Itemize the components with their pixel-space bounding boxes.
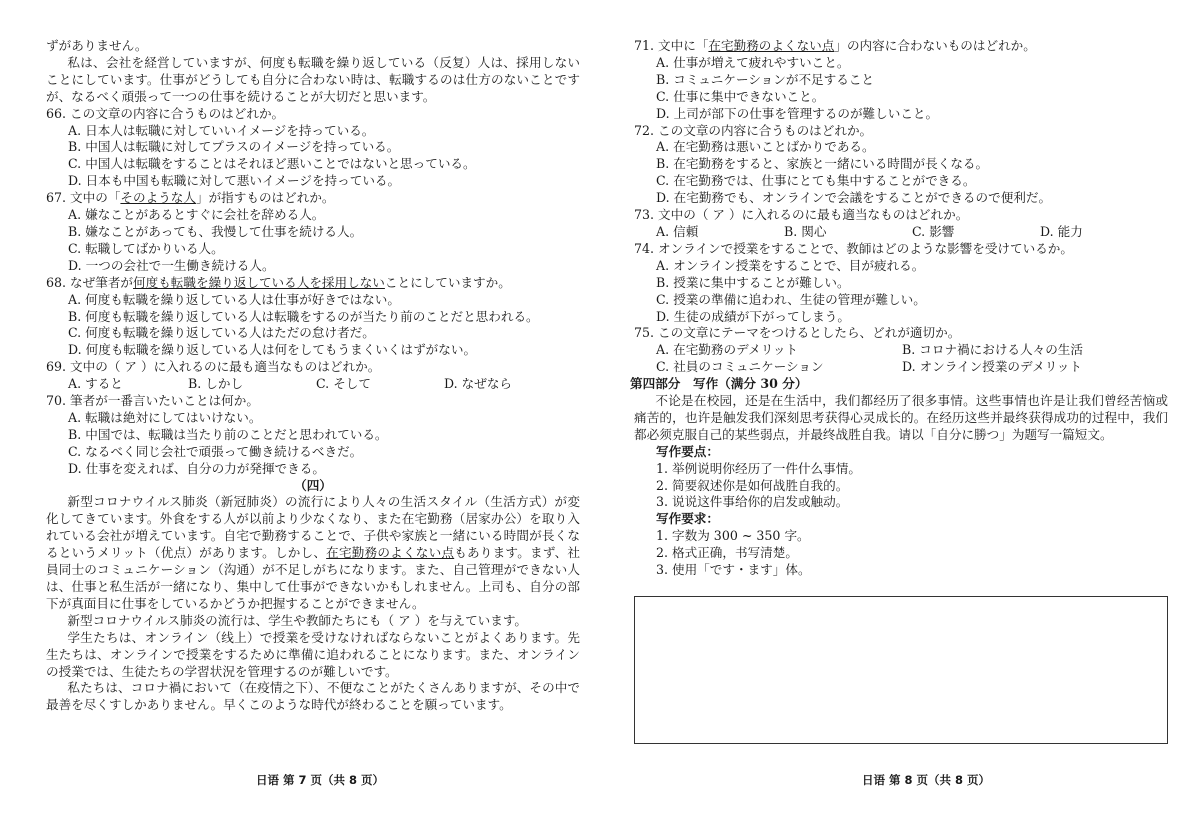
- q66-option-a: A. 日本人は転職に対していいイメージを持っている。: [68, 122, 375, 138]
- q73-option-c: C. 影響: [912, 223, 955, 239]
- q69-option-c: C. そして: [316, 376, 371, 392]
- q68-option-d: D. 何度も転職を繰り返している人は何をしてもうまくいくはずがない。: [68, 342, 477, 358]
- para-corona-pre: 新型コロナウイルス肺炎（新冠肺炎）の流行により人々の生活スタイル（生活方式）が変化してきています。外食をする人が以前より少なくなり、また在宅勤務（居家办公）を取り入れている会社が増えています。自宅で勤務することで、子供や家族と一緒にいる時間が長くなるというメリット（优点）があります。しかし、: [46, 494, 580, 561]
- q72-option-c: C. 在宅勤務では、仕事にとても集中することができる。: [656, 173, 976, 189]
- writing-requirements-title: 写作要求：: [656, 511, 719, 527]
- page-7-column: [46, 38, 580, 714]
- q69-option-d: D. なぜなら: [444, 376, 513, 392]
- q70-option-d: D. 仕事を変えれば、自分の力が発揮できる。: [68, 460, 325, 476]
- writing-requirement-3: 3. 使用「です・ます」体。: [656, 562, 811, 578]
- para-we: 私たちは、コロナ禍において（在疫情之下）、不便なことがたくさんありますが、その中で最善を尽くすしかありません。早くこのような時代が終わることを願っています。: [46, 680, 580, 713]
- page-8-footer: 日语 第 8 页（共 8 页）: [862, 773, 991, 787]
- para-corona-post: もあります。まず、社員同士のコミュニケーション（沟通）が不足しがちになります。また、自己管理ができない人は、仕事と私生活が一緒になり、集中して仕事ができないかもしれません。上司も、自分の部下が真面目に仕事をしているかどうか把握することができません。: [46, 545, 580, 611]
- q71-stem-post: 」の内容に合わないものはどれか。: [834, 38, 1036, 53]
- q73-stem: 73. 文中の（ ア ）に入れるのに最も適当なものはどれか。: [634, 207, 969, 223]
- q71-option-c: C. 仕事に集中できないこと。: [656, 88, 825, 104]
- q69-stem: 69. 文中の（ ア ）に入れるのに最も適当なものはどれか。: [46, 359, 381, 375]
- q71-option-a: A. 仕事が増えて疲れやすいこと。: [656, 54, 850, 70]
- q68-option-b: B. 何度も転職を繰り返している人は転職をするのが当たり前のことだと思われる。: [68, 308, 539, 324]
- q69-option-b: B. しかし: [188, 376, 244, 392]
- writing-point-2: 2. 简要叙述你是如何战胜自我的。: [656, 477, 849, 493]
- page-7-footer: 日语 第 7 页（共 8 页）: [256, 773, 385, 787]
- writing-requirement-1: 1. 字数为 300 ~ 350 字。: [656, 528, 810, 544]
- q70-option-c: C. なるべく同じ会社で頑張って働き続けるべきだ。: [68, 443, 363, 459]
- q69-option-a: A. すると: [68, 376, 123, 392]
- para-corona-underlined: 在宅勤務のよくない点: [326, 545, 455, 561]
- q68-option-a: A. 何度も転職を繰り返している人は仕事が好きではない。: [68, 291, 400, 307]
- answer-writing-box[interactable]: [634, 596, 1168, 744]
- part-4-title: 第四部分 写作（满分 30 分）: [630, 376, 808, 392]
- q71-option-b: B. コミュニケーションが不足すること: [656, 71, 875, 87]
- q66-option-c: C. 中国人は転職をすることはそれほど悪いことではないと思っている。: [68, 156, 476, 172]
- q70-option-b: B. 中国では、転職は当たり前のことだと思われている。: [68, 426, 388, 442]
- q72-option-b: B. 在宅勤務をすると、家族と一緒にいる時間が長くなる。: [656, 156, 989, 172]
- q74-stem: 74. オンラインで授業をすることで、教師はどのような影響を受けているか。: [634, 240, 1073, 256]
- q70-stem: 70. 筆者が一番言いたいことは何か。: [46, 393, 259, 409]
- q74-option-a: A. オンライン授業をすることで、目が疲れる。: [656, 257, 925, 273]
- q74-option-d: D. 生徒の成績が下がってしまう。: [656, 308, 850, 324]
- para-company: 私は、会社を経営していますが、何度も転職を繰り返している（反复）人は、採用しないことにしています。仕事がどうしても自分に合わない時は、転職するのは仕方のないことですが、なるべく頑張って一つの仕事を続けることが大切だと思います。: [46, 54, 580, 104]
- writing-requirement-2: 2. 格式正确，书写清楚。: [656, 545, 798, 561]
- writing-points-title: 写作要点：: [656, 443, 719, 459]
- q73-option-d: D. 能力: [1040, 223, 1083, 239]
- q67-option-c: C. 転職してばかりいる人。: [68, 240, 224, 256]
- page-8-column: [630, 38, 1168, 579]
- para-students: 新型コロナウイルス肺炎の流行は、学生や教師たちにも（ ア ）を与えています。: [67, 612, 528, 628]
- q67-option-a: A. 嫌なことがあるとすぐに会社を辞める人。: [68, 207, 325, 223]
- q71-stem-pre: 71. 文中に「: [634, 38, 709, 53]
- q66-stem: 66. この文章の内容に合うものはどれか。: [46, 105, 285, 121]
- q71-stem-underlined: 在宅勤務のよくない点: [708, 38, 835, 53]
- q71-stem: [634, 38, 1168, 55]
- q67-stem-underlined: そのような人: [120, 190, 196, 206]
- q73-options: [656, 224, 1168, 241]
- part-4-prompt: 不论是在校园，还是在生活中，我们都经历了很多事情。这些事情也许是让我们曾经苦恼或痛苦的，也许是触发我们深刻思考获得心灵成长的。在经历这些并最终获得成功的过程中，我们都必须克服自己的某些弱点，并最终战胜自我。请以「自分に勝つ」为题写一篇短文。: [634, 393, 1168, 442]
- q75-option-c: C. 社員のコミュニケーション: [656, 359, 824, 375]
- q72-stem: 72. この文章の内容に合うものはどれか。: [634, 122, 873, 138]
- q70-option-a: A. 転職は絶対にしてはいけない。: [68, 409, 262, 425]
- para-online: 学生たちは、オンライン（线上）で授業を受けなければならないことがよくあります。先生たちは、オンラインで授業をするために準備に追われることになります。また、オンラインの授業では、生徒たちの学習状況を管理するのが難しいです。: [46, 629, 580, 679]
- q75-options: [656, 342, 1168, 376]
- q68-stem-post: ことにしていますか。: [384, 274, 511, 290]
- q66-option-d: D. 日本も中国も転職に対して悪いイメージを持っている。: [68, 173, 401, 189]
- q75-stem: 75. この文章にテーマをつけるとしたら、どれが適切か。: [634, 325, 961, 341]
- q73-option-a: A. 信頼: [656, 223, 699, 239]
- q68-option-c: C. 何度も転職を繰り返している人はただの怠け者だ。: [68, 325, 375, 341]
- q71-option-d: D. 上司が部下の仕事を管理するのが難しいこと。: [656, 105, 939, 121]
- q74-option-c: C. 授業の準備に追われ、生徒の管理が難しい。: [656, 291, 926, 307]
- q67-option-d: D. 一つの会社で一生働き続ける人。: [68, 257, 275, 273]
- q67-stem-pre: 67. 文中の「: [46, 190, 121, 206]
- q75-option-a: A. 在宅勤務のデメリット: [656, 342, 799, 358]
- q75-option-b: B. コロナ禍における人々の生活: [902, 342, 1083, 358]
- writing-point-1: 1. 举例说明你经历了一件什么事情。: [656, 460, 861, 476]
- section-4-heading: （四）: [294, 477, 332, 493]
- q72-option-d: D. 在宅勤務でも、オンラインで会議をすることができるので便利だ。: [656, 190, 1052, 206]
- q67-option-b: B. 嫌なことがあっても、我慢して仕事を続ける人。: [68, 223, 363, 239]
- q75-option-d: D. オンライン授業のデメリット: [902, 359, 1082, 375]
- q68-stem-underlined: 何度も転職を繰り返している人を採用しない: [133, 274, 385, 290]
- q74-option-b: B. 授業に集中することが難しい。: [656, 274, 850, 290]
- q67-stem-post: 」が指すものはどれか。: [195, 190, 335, 206]
- q69-options: [68, 376, 580, 393]
- q68-stem-pre: 68. なぜ筆者が: [46, 274, 134, 290]
- q67-stem: [46, 190, 580, 207]
- intro-tail: ずがありません。: [46, 38, 148, 53]
- q72-option-a: A. 在宅勤務は悪いことばかりである。: [656, 139, 875, 155]
- q66-option-b: B. 中国人は転職に対してプラスのイメージを持っている。: [68, 139, 400, 155]
- writing-point-3: 3. 说说这件事给你的启发或触动。: [656, 494, 849, 510]
- q73-option-b: B. 関心: [784, 223, 827, 239]
- para-corona: [46, 494, 580, 612]
- q68-stem: [46, 275, 580, 292]
